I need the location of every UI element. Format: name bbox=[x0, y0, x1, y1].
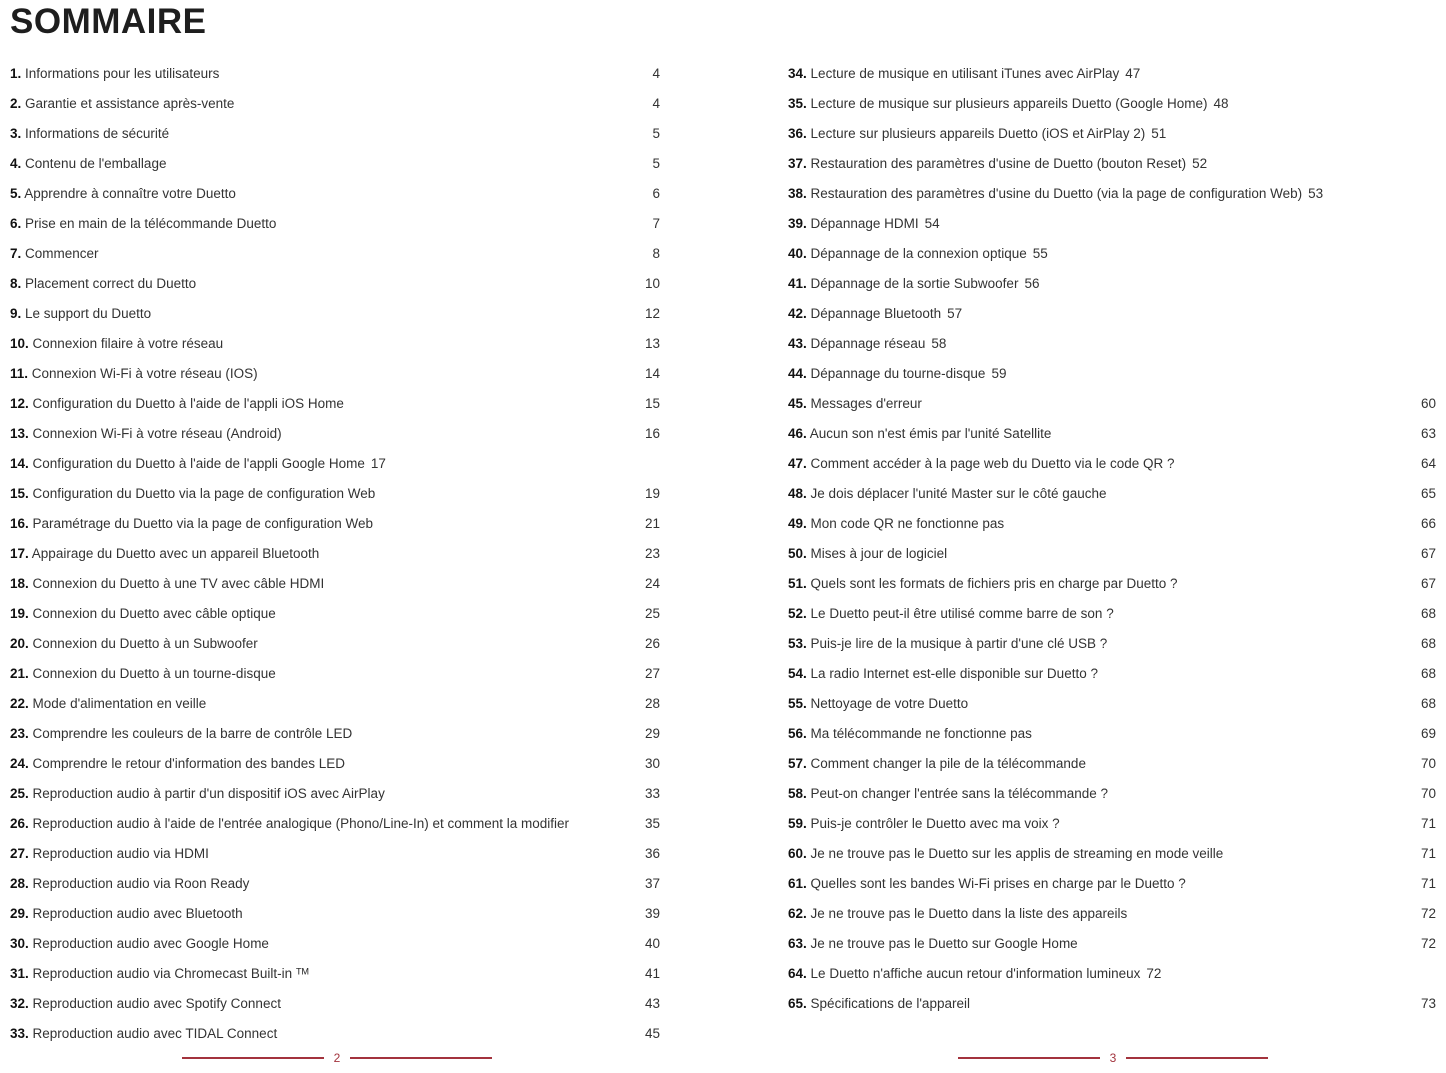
toc-entry-label: Dépannage réseau bbox=[810, 336, 926, 351]
toc-entry-label: Reproduction audio à partir d'un dispositif iOS avec AirPlay bbox=[32, 786, 385, 801]
toc-entry[interactable] bbox=[788, 569, 1436, 599]
toc-entry-number: 34. bbox=[788, 66, 807, 81]
toc-entry-label: Connexion Wi-Fi à votre réseau (IOS) bbox=[31, 366, 258, 381]
toc-entry-number: 44. bbox=[788, 366, 807, 381]
toc-entry-page: 48 bbox=[1213, 96, 1229, 111]
toc-entry[interactable] bbox=[788, 749, 1436, 779]
toc-entry-number: 21. bbox=[10, 666, 29, 681]
toc-entry[interactable] bbox=[10, 389, 660, 419]
toc-entry-label: Le Duetto peut-il être utilisé comme barre de son ? bbox=[810, 606, 1114, 621]
toc-entry[interactable] bbox=[788, 899, 1436, 929]
toc-entry-page: 19 bbox=[644, 486, 660, 501]
toc-entry-number: 42. bbox=[788, 306, 807, 321]
toc-entry-page: 16 bbox=[644, 426, 660, 441]
toc-entry-label: Connexion du Duetto à une TV avec câble HDMI bbox=[32, 576, 325, 591]
toc-entry-page: 58 bbox=[931, 336, 947, 351]
toc-entry-label: Messages d'erreur bbox=[810, 396, 922, 411]
toc-entry-number: 27. bbox=[10, 846, 29, 861]
toc-entry-number: 10. bbox=[10, 336, 29, 351]
page-title: SOMMAIRE bbox=[10, 2, 207, 41]
toc-entry[interactable] bbox=[10, 569, 660, 599]
toc-entry-label: Lecture de musique en utilisant iTunes avec AirPlay bbox=[810, 66, 1120, 81]
toc-entry[interactable] bbox=[788, 119, 1436, 149]
page-number: 2 bbox=[333, 1051, 341, 1065]
toc-entry-label: Reproduction audio via HDMI bbox=[32, 846, 209, 861]
toc-entry[interactable] bbox=[788, 269, 1436, 299]
toc-entry[interactable] bbox=[788, 209, 1436, 239]
toc-entry-page: 67 bbox=[1420, 576, 1436, 591]
toc-entry-number: 65. bbox=[788, 996, 807, 1011]
toc-entry-label: Comprendre les couleurs de la barre de contrôle LED bbox=[32, 726, 353, 741]
toc-entry-number: 5. bbox=[10, 186, 22, 201]
toc-entry-label: Reproduction audio à l'aide de l'entrée analogique (Phono/Line-In) et comment la modifier bbox=[32, 816, 570, 831]
toc-entry-number: 19. bbox=[10, 606, 29, 621]
toc-entry-label: Quels sont les formats de fichiers pris en charge par Duetto ? bbox=[810, 576, 1178, 591]
toc-entry-number: 36. bbox=[788, 126, 807, 141]
toc-entry-page: 5 bbox=[652, 126, 660, 141]
toc-entry-label: Reproduction audio avec TIDAL Connect bbox=[32, 1026, 278, 1041]
toc-entry[interactable] bbox=[10, 989, 660, 1019]
toc-entry[interactable] bbox=[788, 509, 1436, 539]
toc-entry-label: Mises à jour de logiciel bbox=[810, 546, 948, 561]
toc-entry-page: 69 bbox=[1420, 726, 1436, 741]
toc-entry-label: Reproduction audio via Chromecast Built-in ᵀᴹ bbox=[32, 966, 309, 981]
toc-entry-page: 27 bbox=[644, 666, 660, 681]
toc-entry-number: 63. bbox=[788, 936, 807, 951]
toc-entry[interactable] bbox=[10, 869, 660, 899]
toc-entry-page: 5 bbox=[652, 156, 660, 171]
toc-entry-label: Dépannage de la connexion optique bbox=[810, 246, 1027, 261]
toc-entry[interactable] bbox=[10, 749, 660, 779]
toc-entry-label: Configuration du Duetto à l'aide de l'appli Google Home bbox=[32, 456, 365, 471]
toc-entry[interactable] bbox=[10, 209, 660, 239]
toc-entry-label: Puis-je contrôler le Duetto avec ma voix ? bbox=[810, 816, 1060, 831]
toc-entry-page: 71 bbox=[1420, 876, 1436, 891]
toc-entry[interactable] bbox=[10, 839, 660, 869]
toc-entry[interactable] bbox=[788, 299, 1436, 329]
toc-entry-number: 39. bbox=[788, 216, 807, 231]
toc-entry-number: 31. bbox=[10, 966, 29, 981]
toc-entry-number: 62. bbox=[788, 906, 807, 921]
toc-entry-number: 61. bbox=[788, 876, 807, 891]
toc-entry-page: 66 bbox=[1420, 516, 1436, 531]
toc-entry-label: Mode d'alimentation en veille bbox=[32, 696, 207, 711]
toc-entry-number: 33. bbox=[10, 1026, 29, 1041]
toc-entry-number: 12. bbox=[10, 396, 29, 411]
toc-entry-number: 18. bbox=[10, 576, 29, 591]
toc-entry[interactable] bbox=[10, 1019, 660, 1049]
toc-entry-label: La radio Internet est-elle disponible sur Duetto ? bbox=[810, 666, 1098, 681]
toc-entry-number: 46. bbox=[788, 426, 807, 441]
footer-left bbox=[182, 1049, 492, 1067]
toc-entry-number: 30. bbox=[10, 936, 29, 951]
toc-entry-page: 25 bbox=[644, 606, 660, 621]
toc-entry-number: 14. bbox=[10, 456, 29, 471]
toc-entry-page: 73 bbox=[1420, 996, 1436, 1011]
toc-entry-number: 55. bbox=[788, 696, 807, 711]
toc-entry[interactable] bbox=[10, 269, 660, 299]
toc-entry-label: Ma télécommande ne fonctionne pas bbox=[810, 726, 1032, 741]
toc-entry-number: 32. bbox=[10, 996, 29, 1011]
toc-entry-number: 6. bbox=[10, 216, 22, 231]
toc-entry-page: 26 bbox=[644, 636, 660, 651]
toc-entry-number: 53. bbox=[788, 636, 807, 651]
toc-entry[interactable] bbox=[788, 689, 1436, 719]
toc-entry-number: 3. bbox=[10, 126, 22, 141]
toc-entry-number: 47. bbox=[788, 456, 807, 471]
toc-entry[interactable] bbox=[10, 59, 660, 89]
toc-entry-page: 24 bbox=[644, 576, 660, 591]
toc-entry-page: 71 bbox=[1420, 816, 1436, 831]
toc-entry-page: 67 bbox=[1420, 546, 1436, 561]
footer-rule bbox=[1126, 1057, 1268, 1059]
toc-entry-number: 57. bbox=[788, 756, 807, 771]
toc-entry-label: Restauration des paramètres d'usine du Duetto (via la page de configuration Web) bbox=[810, 186, 1303, 201]
toc-entry-number: 26. bbox=[10, 816, 29, 831]
toc-entry[interactable] bbox=[10, 629, 660, 659]
toc-entry-number: 22. bbox=[10, 696, 29, 711]
toc-entry-page: 54 bbox=[924, 216, 940, 231]
toc-entry-label: Informations de sécurité bbox=[25, 126, 170, 141]
page-number: 3 bbox=[1109, 1051, 1117, 1065]
toc-entry-number: 35. bbox=[788, 96, 807, 111]
toc-entry-page: 72 bbox=[1420, 906, 1436, 921]
toc-entry-page: 8 bbox=[652, 246, 660, 261]
toc-entry[interactable] bbox=[788, 659, 1436, 689]
toc-entry-page: 68 bbox=[1420, 666, 1436, 681]
toc-entry-page: 55 bbox=[1032, 246, 1048, 261]
toc-entry-page: 68 bbox=[1420, 636, 1436, 651]
toc-entry-label: Dépannage du tourne-disque bbox=[810, 366, 986, 381]
toc-entry-label: Restauration des paramètres d'usine de Duetto (bouton Reset) bbox=[810, 156, 1187, 171]
toc-entry[interactable] bbox=[788, 629, 1436, 659]
toc-entry-label: Contenu de l'emballage bbox=[25, 156, 167, 171]
toc-entry-label: Le support du Duetto bbox=[25, 306, 152, 321]
toc-entry-label: Configuration du Duetto à l'aide de l'appli iOS Home bbox=[32, 396, 344, 411]
toc-entry-page: 33 bbox=[644, 786, 660, 801]
toc-entry[interactable] bbox=[10, 929, 660, 959]
toc-entry-label: Spécifications de l'appareil bbox=[810, 996, 970, 1011]
toc-entry-label: Lecture sur plusieurs appareils Duetto (iOS et AirPlay 2) bbox=[810, 126, 1146, 141]
toc-entry-label: Configuration du Duetto via la page de configuration Web bbox=[32, 486, 376, 501]
toc-entry-number: 8. bbox=[10, 276, 22, 291]
toc-entry-label: Nettoyage de votre Duetto bbox=[810, 696, 969, 711]
toc-entry[interactable] bbox=[10, 809, 660, 839]
toc-entry[interactable] bbox=[10, 599, 660, 629]
toc-entry[interactable] bbox=[788, 539, 1436, 569]
toc-entry[interactable] bbox=[10, 239, 660, 269]
toc-entry[interactable] bbox=[788, 449, 1436, 479]
toc-entry[interactable] bbox=[10, 899, 660, 929]
toc-entry-label: Je ne trouve pas le Duetto sur Google Home bbox=[810, 936, 1078, 951]
toc-entry[interactable] bbox=[788, 149, 1436, 179]
toc-entry[interactable] bbox=[788, 419, 1436, 449]
toc-entry-page: 71 bbox=[1420, 846, 1436, 861]
toc-entry-label: Lecture de musique sur plusieurs appareils Duetto (Google Home) bbox=[810, 96, 1208, 111]
toc-entry-number: 48. bbox=[788, 486, 807, 501]
toc-entry-page: 6 bbox=[652, 186, 660, 201]
toc-entry-page: 53 bbox=[1308, 186, 1324, 201]
toc-entry-number: 51. bbox=[788, 576, 807, 591]
toc-entry-number: 24. bbox=[10, 756, 29, 771]
toc-entry-page: 51 bbox=[1151, 126, 1167, 141]
toc-entry[interactable] bbox=[788, 239, 1436, 269]
toc-entry-label: Reproduction audio avec Google Home bbox=[32, 936, 269, 951]
toc-entry[interactable] bbox=[10, 659, 660, 689]
toc-entry-page: 41 bbox=[644, 966, 660, 981]
toc-entry[interactable] bbox=[788, 869, 1436, 899]
toc-entry-label: Dépannage Bluetooth bbox=[810, 306, 942, 321]
toc-entry-page: 57 bbox=[947, 306, 963, 321]
toc-entry[interactable] bbox=[788, 479, 1436, 509]
toc-entry[interactable] bbox=[788, 329, 1436, 359]
toc-entry-page: 12 bbox=[644, 306, 660, 321]
toc-entry[interactable] bbox=[10, 539, 660, 569]
toc-entry[interactable] bbox=[10, 119, 660, 149]
toc-entry[interactable] bbox=[10, 149, 660, 179]
toc-entry[interactable] bbox=[788, 929, 1436, 959]
toc-entry[interactable] bbox=[788, 719, 1436, 749]
toc-entry-page: 7 bbox=[652, 216, 660, 231]
toc-entry-label: Placement correct du Duetto bbox=[25, 276, 197, 291]
toc-entry-number: 2. bbox=[10, 96, 22, 111]
toc-entry-page: 37 bbox=[644, 876, 660, 891]
toc-entry-page: 47 bbox=[1125, 66, 1141, 81]
toc-entry-page: 68 bbox=[1420, 606, 1436, 621]
toc-entry-page: 52 bbox=[1192, 156, 1208, 171]
toc-entry[interactable] bbox=[10, 419, 660, 449]
toc-entry-label: Je ne trouve pas le Duetto dans la liste des appareils bbox=[810, 906, 1128, 921]
toc-entry[interactable] bbox=[788, 989, 1436, 1019]
toc-entry-number: 28. bbox=[10, 876, 29, 891]
toc-entry[interactable] bbox=[788, 359, 1436, 389]
toc-entry-page: 68 bbox=[1420, 696, 1436, 711]
toc-entry[interactable] bbox=[10, 359, 660, 389]
toc-entry-number: 11. bbox=[10, 366, 29, 381]
toc-entry-number: 52. bbox=[788, 606, 807, 621]
toc-entry-label: Reproduction audio avec Spotify Connect bbox=[32, 996, 281, 1011]
toc-entry-page: 30 bbox=[644, 756, 660, 771]
toc-entry-label: Aucun son n'est émis par l'unité Satellite bbox=[809, 426, 1052, 441]
toc-entry[interactable] bbox=[788, 839, 1436, 869]
toc-entry-label: Dépannage HDMI bbox=[810, 216, 919, 231]
toc-entry-page: 23 bbox=[644, 546, 660, 561]
toc-entry[interactable] bbox=[788, 599, 1436, 629]
toc-entry-page: 72 bbox=[1146, 966, 1162, 981]
toc-column-left bbox=[10, 59, 660, 1049]
toc-entry-number: 29. bbox=[10, 906, 29, 921]
toc-entry-number: 25. bbox=[10, 786, 29, 801]
toc-entry-number: 50. bbox=[788, 546, 807, 561]
toc-entry-label: Reproduction audio avec Bluetooth bbox=[32, 906, 243, 921]
toc-entry-page: 28 bbox=[644, 696, 660, 711]
toc-column-right bbox=[788, 59, 1436, 1019]
toc-entry[interactable] bbox=[788, 779, 1436, 809]
toc-entry-label: Comment accéder à la page web du Duetto via le code QR ? bbox=[810, 456, 1175, 471]
toc-entry-label: Comprendre le retour d'information des bandes LED bbox=[32, 756, 346, 771]
toc-entry-label: Comment changer la pile de la télécommande bbox=[810, 756, 1086, 771]
toc-entry-page: 70 bbox=[1420, 786, 1436, 801]
toc-entry[interactable] bbox=[10, 689, 660, 719]
toc-entry[interactable] bbox=[10, 509, 660, 539]
toc-entry[interactable] bbox=[10, 959, 660, 989]
toc-entry[interactable] bbox=[10, 179, 660, 209]
toc-entry-number: 38. bbox=[788, 186, 807, 201]
toc-entry[interactable] bbox=[10, 719, 660, 749]
toc-entry-label: Garantie et assistance après-vente bbox=[25, 96, 235, 111]
toc-entry-label: Connexion Wi-Fi à votre réseau (Android) bbox=[32, 426, 282, 441]
toc-entry-label: Reproduction audio via Roon Ready bbox=[32, 876, 250, 891]
toc-entry-number: 43. bbox=[788, 336, 807, 351]
toc-entry-page: 56 bbox=[1024, 276, 1040, 291]
toc-entry[interactable] bbox=[10, 299, 660, 329]
toc-entry-number: 16. bbox=[10, 516, 29, 531]
toc-entry-page: 4 bbox=[652, 96, 660, 111]
toc-entry[interactable] bbox=[788, 809, 1436, 839]
toc-entry-number: 40. bbox=[788, 246, 807, 261]
toc-entry-label: Le Duetto n'affiche aucun retour d'information lumineux bbox=[810, 966, 1141, 981]
toc-entry-label: Je ne trouve pas le Duetto sur les applis de streaming en mode veille bbox=[810, 846, 1224, 861]
toc-entry-page: 59 bbox=[991, 366, 1007, 381]
toc-entry-page: 45 bbox=[644, 1026, 660, 1041]
toc-entry-number: 49. bbox=[788, 516, 807, 531]
toc-entry-page: 10 bbox=[644, 276, 660, 291]
toc-entry-page: 39 bbox=[644, 906, 660, 921]
toc-entry-label: Quelles sont les bandes Wi-Fi prises en charge par le Duetto ? bbox=[810, 876, 1186, 891]
toc-entry[interactable] bbox=[10, 479, 660, 509]
toc-entry-page: 17 bbox=[370, 456, 386, 471]
toc-entry-page: 15 bbox=[644, 396, 660, 411]
toc-entry-page: 29 bbox=[644, 726, 660, 741]
toc-entry[interactable] bbox=[10, 449, 660, 479]
toc-entry[interactable] bbox=[788, 389, 1436, 419]
toc-entry[interactable] bbox=[788, 59, 1436, 89]
toc-entry-page: 35 bbox=[644, 816, 660, 831]
toc-entry-page: 40 bbox=[644, 936, 660, 951]
toc-entry-number: 13. bbox=[10, 426, 29, 441]
toc-entry-page: 64 bbox=[1420, 456, 1436, 471]
toc-entry[interactable] bbox=[788, 89, 1436, 119]
toc-entry-label: Je dois déplacer l'unité Master sur le côté gauche bbox=[810, 486, 1107, 501]
toc-entry-label: Connexion du Duetto avec câble optique bbox=[32, 606, 276, 621]
toc-entry-number: 58. bbox=[788, 786, 807, 801]
toc-entry-number: 60. bbox=[788, 846, 807, 861]
toc-entry-page: 70 bbox=[1420, 756, 1436, 771]
toc-entry-number: 54. bbox=[788, 666, 807, 681]
toc-entry-number: 23. bbox=[10, 726, 29, 741]
toc-entry-number: 45. bbox=[788, 396, 807, 411]
toc-entry-page: 43 bbox=[644, 996, 660, 1011]
toc-entry-page: 36 bbox=[644, 846, 660, 861]
toc-entry-label: Commencer bbox=[25, 246, 99, 261]
toc-entry-label: Connexion filaire à votre réseau bbox=[32, 336, 224, 351]
toc-entry[interactable] bbox=[788, 179, 1436, 209]
toc-entry-page: 21 bbox=[644, 516, 660, 531]
toc-entry-page: 60 bbox=[1420, 396, 1436, 411]
toc-entry-number: 9. bbox=[10, 306, 22, 321]
toc-entry-page: 65 bbox=[1420, 486, 1436, 501]
toc-entry-page: 4 bbox=[652, 66, 660, 81]
toc-entry-number: 37. bbox=[788, 156, 807, 171]
toc-entry-number: 64. bbox=[788, 966, 807, 981]
toc-entry-label: Connexion du Duetto à un tourne-disque bbox=[32, 666, 276, 681]
toc-entry-number: 41. bbox=[788, 276, 807, 291]
toc-entry-label: Apprendre à connaître votre Duetto bbox=[24, 186, 236, 201]
toc-entry-number: 15. bbox=[10, 486, 29, 501]
toc-entry-number: 59. bbox=[788, 816, 807, 831]
toc-entry-page: 72 bbox=[1420, 936, 1436, 951]
toc-entry-label: Informations pour les utilisateurs bbox=[25, 66, 220, 81]
toc-entry-label: Prise en main de la télécommande Duetto bbox=[25, 216, 277, 231]
toc-entry[interactable] bbox=[10, 329, 660, 359]
toc-entry-page: 63 bbox=[1420, 426, 1436, 441]
toc-entry-number: 1. bbox=[10, 66, 22, 81]
toc-entry-number: 7. bbox=[10, 246, 22, 261]
toc-entry[interactable] bbox=[788, 959, 1436, 989]
toc-entry-number: 56. bbox=[788, 726, 807, 741]
toc-entry-page: 13 bbox=[644, 336, 660, 351]
toc-entry-label: Puis-je lire de la musique à partir d'une clé USB ? bbox=[810, 636, 1108, 651]
toc-entry[interactable] bbox=[10, 89, 660, 119]
toc-entry-label: Paramétrage du Duetto via la page de configuration Web bbox=[32, 516, 374, 531]
toc-entry-label: Connexion du Duetto à un Subwoofer bbox=[32, 636, 258, 651]
toc-entry[interactable] bbox=[10, 779, 660, 809]
toc-entry-label: Appairage du Duetto avec un appareil Bluetooth bbox=[31, 546, 320, 561]
toc-entry-label: Dépannage de la sortie Subwoofer bbox=[810, 276, 1019, 291]
toc-entry-number: 17. bbox=[10, 546, 29, 561]
toc-entry-label: Peut-on changer l'entrée sans la télécommande ? bbox=[810, 786, 1109, 801]
toc-entry-number: 20. bbox=[10, 636, 29, 651]
toc-entry-number: 4. bbox=[10, 156, 22, 171]
footer-rule bbox=[350, 1057, 492, 1059]
footer-right bbox=[958, 1049, 1268, 1067]
toc-entry-label: Mon code QR ne fonctionne pas bbox=[810, 516, 1005, 531]
toc-entry-page: 14 bbox=[644, 366, 660, 381]
